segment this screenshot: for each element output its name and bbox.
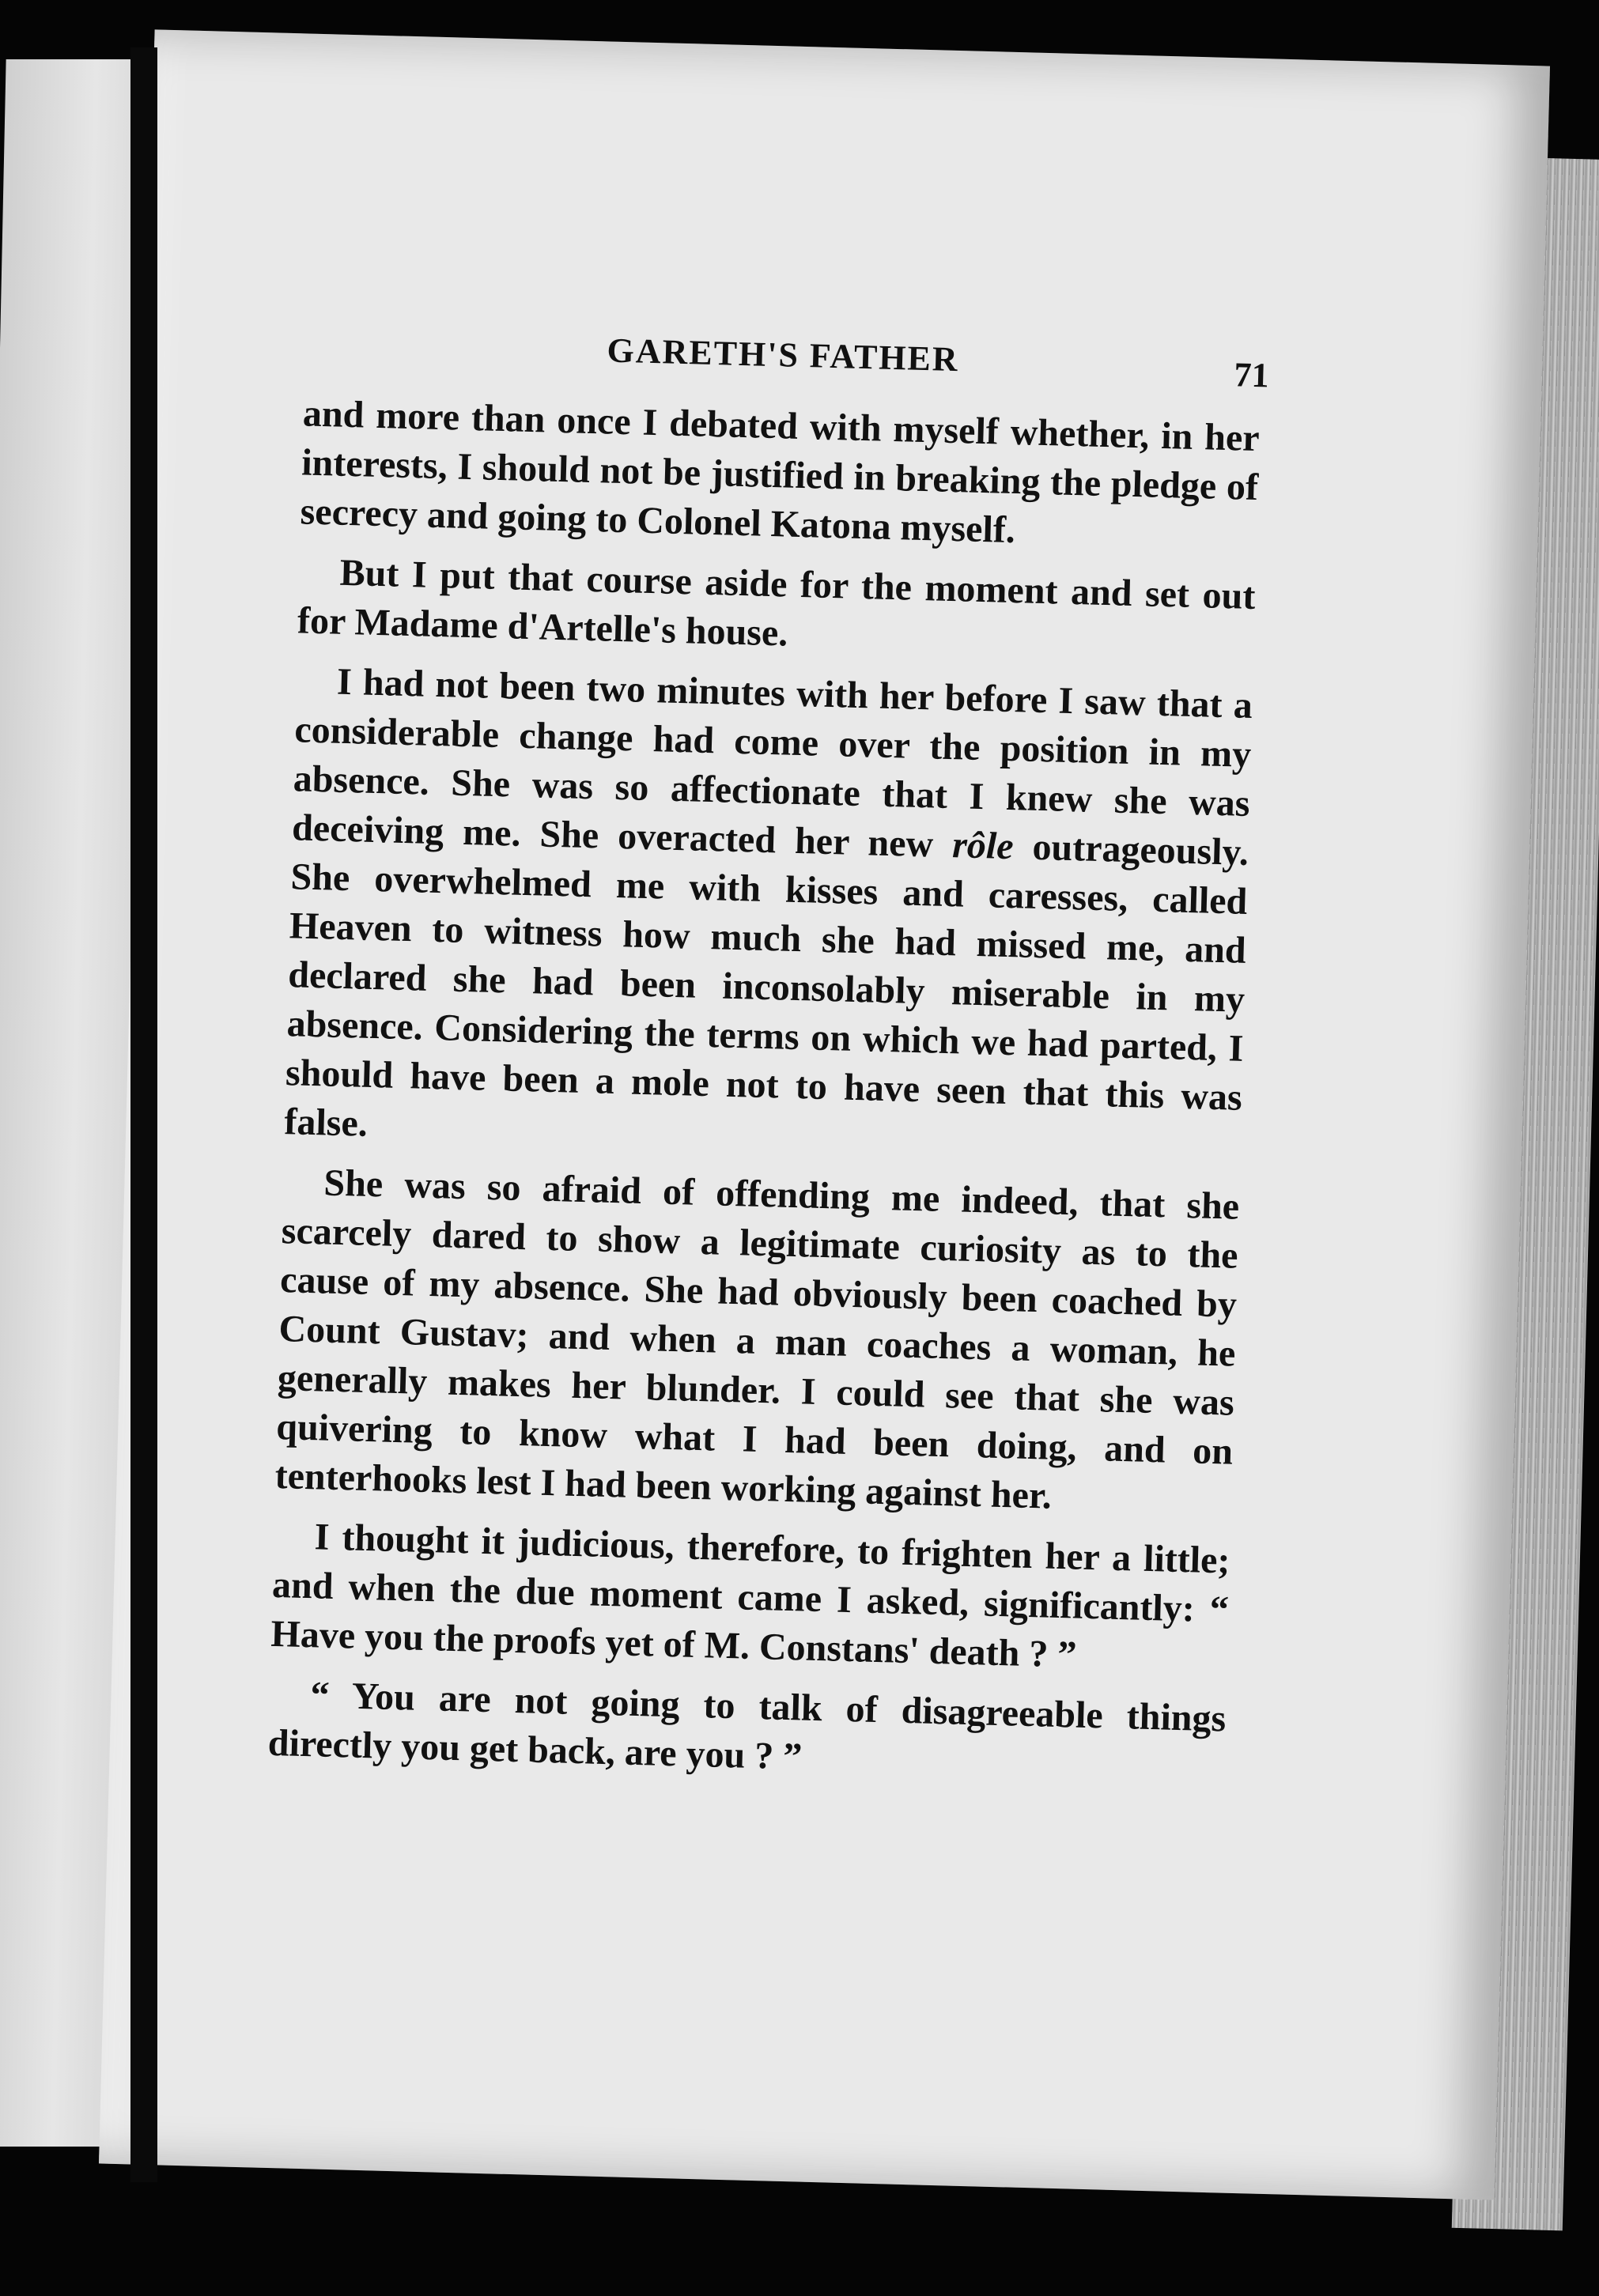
book-gutter-shadow [130,47,157,2182]
running-title: GARETH'S FATHER [606,330,960,380]
paragraph-5: I thought it judicious, therefore, to frighten her a little; and when the due moment came I asked, significantly: “ Have you the proofs yet of M. Constans' death ? ” [270,1516,1231,1676]
paragraph-2: But I put that course aside for the moment and set out for Madame d'Artelle's house. [297,551,1257,655]
page-number: 71 [1234,355,1270,395]
paragraph-4: She was so afraid of offending me indeed, that she scarcely dared to show a legitimate curiosity as to the cause of my absence. She had obviously been coached by Count Gustav; and when a man coaches a woman, he generally makes her blunder. I could see that she was quivering to know what I had been doing, and on tenterhooks lest I had been working against her. [274,1161,1240,1517]
paragraph-3 [284,656,1253,1171]
paragraph-3-text-after: outrageously. She overwhelmed me with kisses and caresses, called Heaven to witness how much she had missed me, and declared she had been inconsolably miserable in my absence. Considering the terms on which we had parted, I should have been a mole not to have seen that this was false. [283,825,1249,1145]
paragraph-3-text-before: I had not been two minutes with her before I saw that a considerable change had come over the position in my absence. She was so affectionate that I knew she was deceiving me. She overacted her new [291,660,1253,867]
page-text-block [267,318,1270,1803]
paragraph-3-italic-word: rôle [951,824,1015,868]
paragraph-1: and more than once I debated with myself whether, in her interests, I should not be justified in breaking the pledge of secrecy and going to Colonel Katona myself. [300,392,1261,552]
paragraph-6: “ You are not going to talk of disagreeable things directly you get back, are you ? ” [267,1674,1227,1778]
book-page [99,29,1550,2200]
